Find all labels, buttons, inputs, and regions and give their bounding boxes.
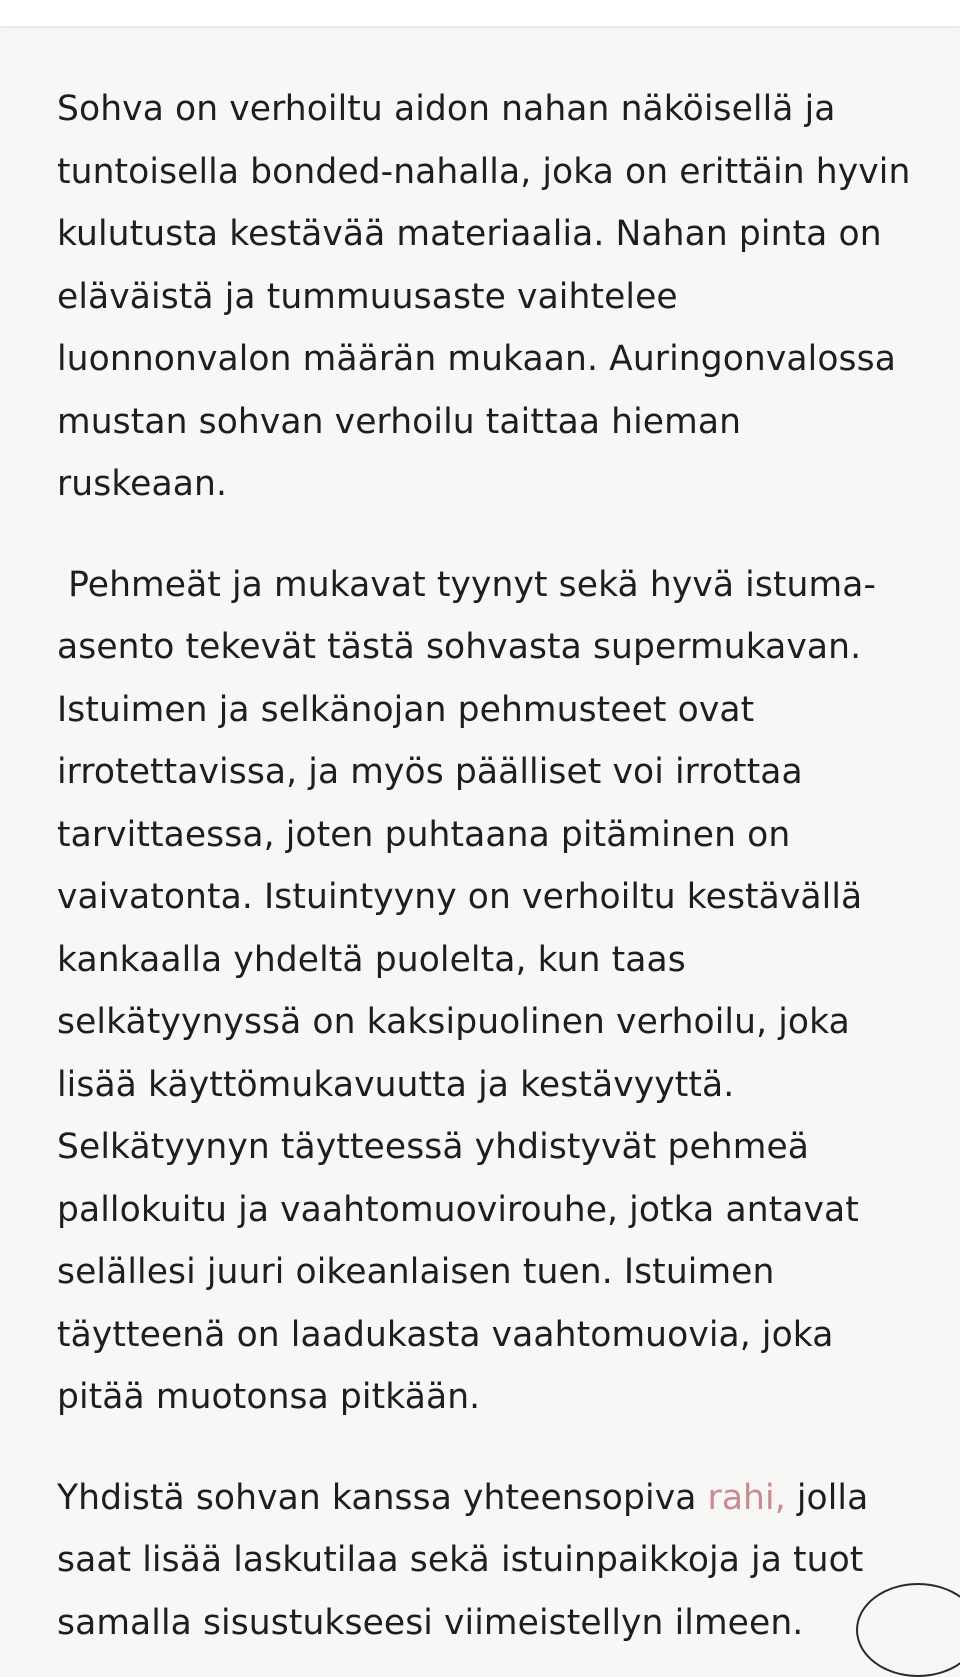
text-line: pallokuitu ja vaahtomuovirouhe, jotka antavat: [57, 1189, 859, 1230]
paragraph-comfort: [57, 554, 960, 1429]
text-line: saat lisää laskutilaa sekä istuinpaikkoja ja tuot: [57, 1540, 864, 1580]
text-line: pitää muotonsa pitkään.: [57, 1377, 481, 1417]
product-description: [57, 78, 960, 1654]
browser-top-bar: [0, 0, 960, 26]
text-line: kulutusta kestävää materiaalia. Nahan pinta on: [57, 214, 882, 254]
text-line: asento tekevät tästä sohvasta supermukavan.: [57, 627, 862, 667]
text-line: Istuimen ja selkänojan pehmusteet ovat: [57, 689, 755, 730]
text-line: tarvittaessa, joten puhtaana pitäminen on: [57, 814, 791, 855]
floating-chat-button[interactable]: [856, 1583, 960, 1677]
text-line: Pehmeät ja mukavat tyynyt sekä hyvä istuma-: [57, 564, 877, 605]
text-line: Sohva on verhoiltu aidon nahan näköisellä ja: [57, 89, 836, 129]
text-line: täytteenä on laadukasta vaahtomuovia, joka: [57, 1314, 834, 1355]
text-line: selkätyynyssä on kaksipuolinen verhoilu, joka: [57, 1002, 850, 1042]
text-line: kankaalla yhdeltä puolelta, kun taas: [57, 939, 686, 980]
text-line: mustan sohvan verhoilu taittaa hieman: [57, 401, 742, 442]
text-line: samalla sisustukseesi viimeistellyn ilmeen.: [57, 1602, 804, 1643]
text-line: tuntoisella bonded-nahalla, joka on erittäin hyvin: [57, 151, 911, 192]
text-line: eläväistä ja tummuusaste vaihtelee: [57, 276, 678, 317]
text-line: vaivatonta. Istuintyyny on verhoiltu kestävällä: [57, 877, 863, 917]
text-line: luonnonvalon määrän mukaan. Auringonvalossa: [57, 339, 896, 379]
paragraph-material: [57, 78, 960, 516]
text-line: ruskeaan.: [57, 464, 228, 504]
text-line: lisää käyttömukavuutta ja kestävyyttä.: [57, 1064, 735, 1105]
text-fragment: Yhdistä sohvan kanssa yhteensopiva: [57, 1477, 708, 1518]
text-line: Selkätyynyn täytteessä yhdistyvät pehmeä: [57, 1127, 810, 1167]
text-line: selällesi juuri oikeanlaisen tuen. Istuimen: [57, 1252, 775, 1292]
text-line: [57, 1467, 960, 1530]
text-fragment: jolla: [785, 1477, 869, 1518]
text-line: irrotettavissa, ja myös päälliset voi irrottaa: [57, 752, 803, 792]
paragraph-ottoman: [57, 1467, 960, 1655]
ottoman-link[interactable]: rahi,: [707, 1477, 786, 1518]
